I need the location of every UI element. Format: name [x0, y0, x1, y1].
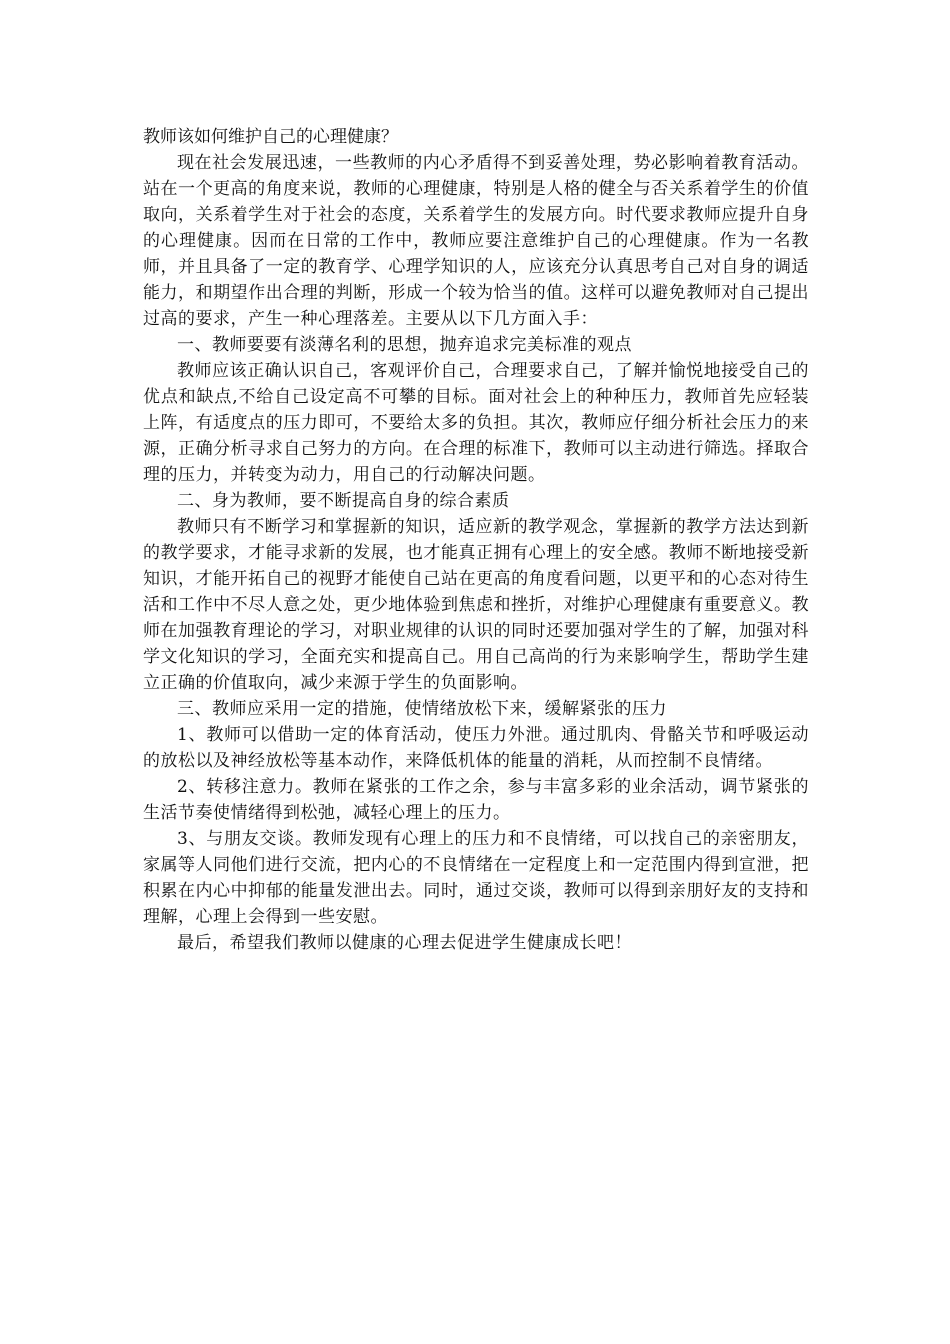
document-title: 教师该如何维护自己的心理健康？: [143, 127, 398, 147]
document-body: [143, 124, 809, 956]
section-heading-2: 二、身为教师，要不断提高自身的综合素质: [177, 491, 510, 511]
paragraph-conclusion: 最后，希望我们教师以健康的心理去促进学生健康成长吧！: [177, 933, 632, 953]
paragraph-section-1: 教师应该正确认识自己，客观评价自己，合理要求自己，了解并愉悦地接受自己的优点和缺点,不给自己设定高不可攀的目标。面对社会上的种种压力，教师首先应轻装上阵，有适度点的压力即可，不要给太多的负担。其次，教师应仔细分析社会压力的来源，正确分析寻求自己努力的方向。在合理的标准下，教师可以主动进行筛选。择取合理的压力，并转变为动力，用自己的行动解决问题。: [143, 361, 809, 485]
section-heading-1: 一、教师要要有淡薄名利的思想，抛弃追求完美标准的观点: [177, 335, 632, 355]
list-item-1: 1、教师可以借助一定的体育活动，使压力外泄。通过肌肉、骨骼关节和呼吸运动的放松以及神经放松等基本动作，来降低机体的能量的消耗，从而控制不良情绪。: [143, 725, 809, 771]
list-item-2: 2、转移注意力。教师在紧张的工作之余，参与丰富多彩的业余活动，调节紧张的生活节奏使情绪得到松弛，减轻心理上的压力。: [143, 777, 809, 823]
paragraph-intro: 现在社会发展迅速，一些教师的内心矛盾得不到妥善处理，势必影响着教育活动。站在一个更高的角度来说，教师的心理健康，特别是人格的健全与否关系着学生的价值取向，关系着学生对于社会的态度，关系着学生的发展方向。时代要求教师应提升自身的心理健康。因而在日常的工作中，教师应要注意维护自己的心理健康。作为一名教师，并且具备了一定的教育学、心理学知识的人，应该充分认真思考自己对自身的调适能力，和期望作出合理的判断，形成一个较为恰当的值。这样可以避免教师对自己提出过高的要求，产生一种心理落差。主要从以下几方面入手：: [143, 153, 809, 329]
list-item-3: 3、与朋友交谈。教师发现有心理上的压力和不良情绪，可以找自己的亲密朋友，家属等人同他们进行交流，把内心的不良情绪在一定程度上和一定范围内得到宣泄，把积累在内心中抑郁的能量发泄出去。同时，通过交谈，教师可以得到亲朋好友的支持和理解，心理上会得到一些安慰。: [143, 829, 809, 927]
paragraph-section-2: 教师只有不断学习和掌握新的知识，适应新的教学观念，掌握新的教学方法达到新的教学要求，才能寻求新的发展，也才能真正拥有心理上的安全感。教师不断地接受新知识，才能开拓自己的视野才能使自己站在更高的角度看问题，以更平和的心态对待生活和工作中不尽人意之处，更少地体验到焦虑和挫折，对维护心理健康有重要意义。教师在加强教育理论的学习，对职业规律的认识的同时还要加强对学生的了解，加强对科学文化知识的学习，全面充实和提高自己。用自己高尚的行为来影响学生，帮助学生建立正确的价值取向，减少来源于学生的负面影响。: [143, 517, 809, 693]
section-heading-3: 三、教师应采用一定的措施，使情绪放松下来，缓解紧张的压力: [177, 699, 667, 719]
